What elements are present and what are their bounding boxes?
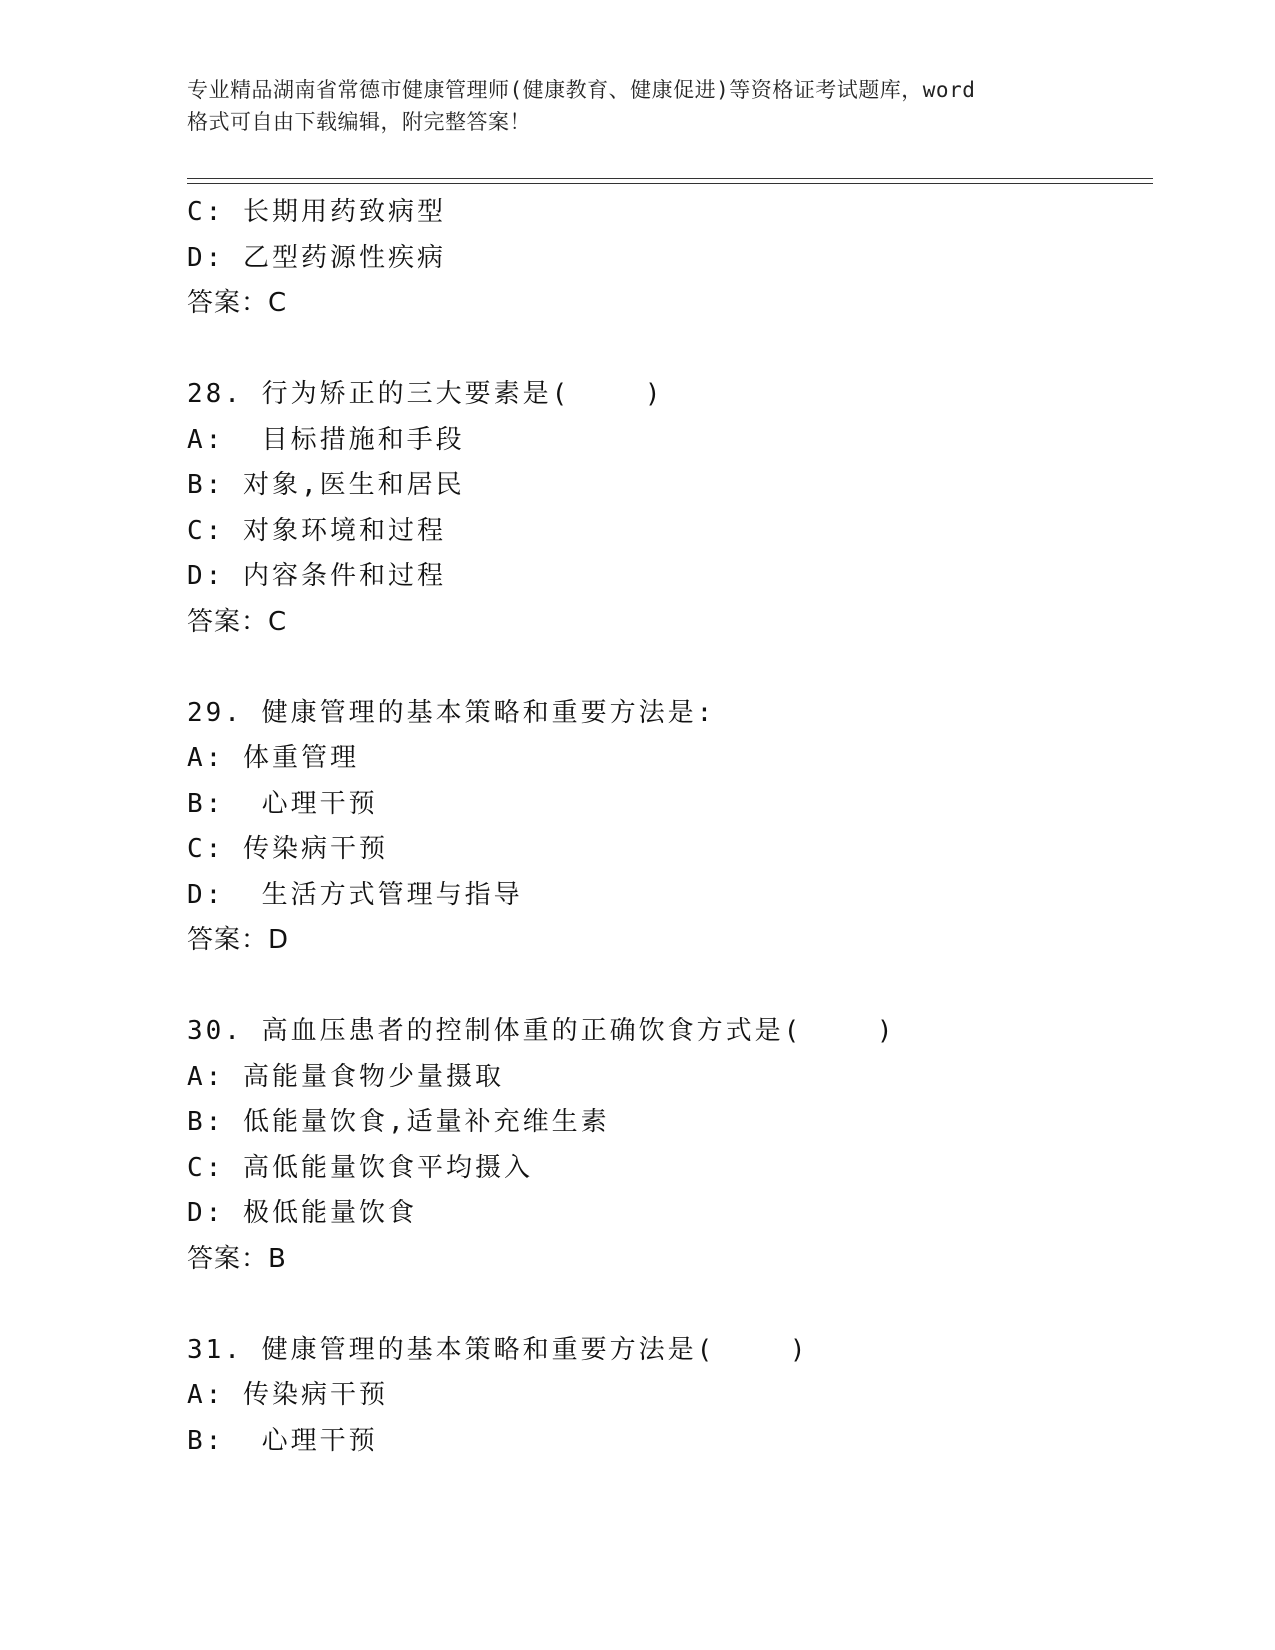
question-block-28	[187, 372, 1147, 645]
answer-text: 答案：C	[187, 288, 288, 318]
option-b: B: 心理干预	[187, 788, 378, 819]
option-c: C: 对象环境和过程	[187, 515, 446, 546]
option-d: D: 极低能量饮食	[187, 1198, 417, 1228]
document-header	[187, 74, 1107, 138]
question-block-27	[187, 190, 1147, 327]
question-list	[187, 190, 1147, 1464]
option-d: D: 乙型药源性疾病	[187, 242, 446, 273]
option-c: C: 高低能量饮食平均摄入	[187, 1152, 533, 1183]
question-stem: 31. 健康管理的基本策略和重要方法是( )	[187, 1334, 809, 1365]
option-a: A: 传染病干预	[187, 1380, 388, 1410]
header-line-1: 专业精品湖南省常德市健康管理师(健康教育、健康促进)等资格证考试题库，word	[187, 78, 976, 102]
answer-text: 答案：C	[187, 606, 288, 637]
question-stem: 29. 健康管理的基本策略和重要方法是:	[187, 697, 716, 728]
option-b: B: 心理干预	[187, 1425, 378, 1456]
option-a: A: 目标措施和手段	[187, 424, 465, 455]
question-stem: 30. 高血压患者的控制体重的正确饮食方式是( )	[187, 1016, 896, 1046]
header-divider-top	[187, 178, 1153, 179]
answer-text: 答案：D	[187, 925, 290, 955]
question-block-31	[187, 1328, 1147, 1465]
option-c: C: 长期用药致病型	[187, 197, 446, 227]
option-b: B: 低能量饮食,适量补充维生素	[187, 1107, 610, 1137]
question-block-29	[187, 691, 1147, 964]
spacer	[187, 964, 1147, 1010]
spacer	[187, 1282, 1147, 1328]
header-divider-bottom	[187, 183, 1153, 184]
header-line-2: 格式可自由下载编辑，附完整答案！	[187, 110, 531, 134]
question-block-30	[187, 1009, 1147, 1282]
option-c: C: 传染病干预	[187, 834, 388, 864]
option-b: B: 对象,医生和居民	[187, 470, 465, 500]
spacer	[187, 327, 1147, 373]
spacer	[187, 645, 1147, 691]
option-d: D: 内容条件和过程	[187, 561, 446, 591]
question-stem: 28. 行为矫正的三大要素是( )	[187, 379, 664, 409]
option-a: A: 体重管理	[187, 743, 359, 773]
answer-text: 答案：B	[187, 1243, 287, 1274]
option-d: D: 生活方式管理与指导	[187, 879, 523, 910]
option-a: A: 高能量食物少量摄取	[187, 1061, 504, 1092]
